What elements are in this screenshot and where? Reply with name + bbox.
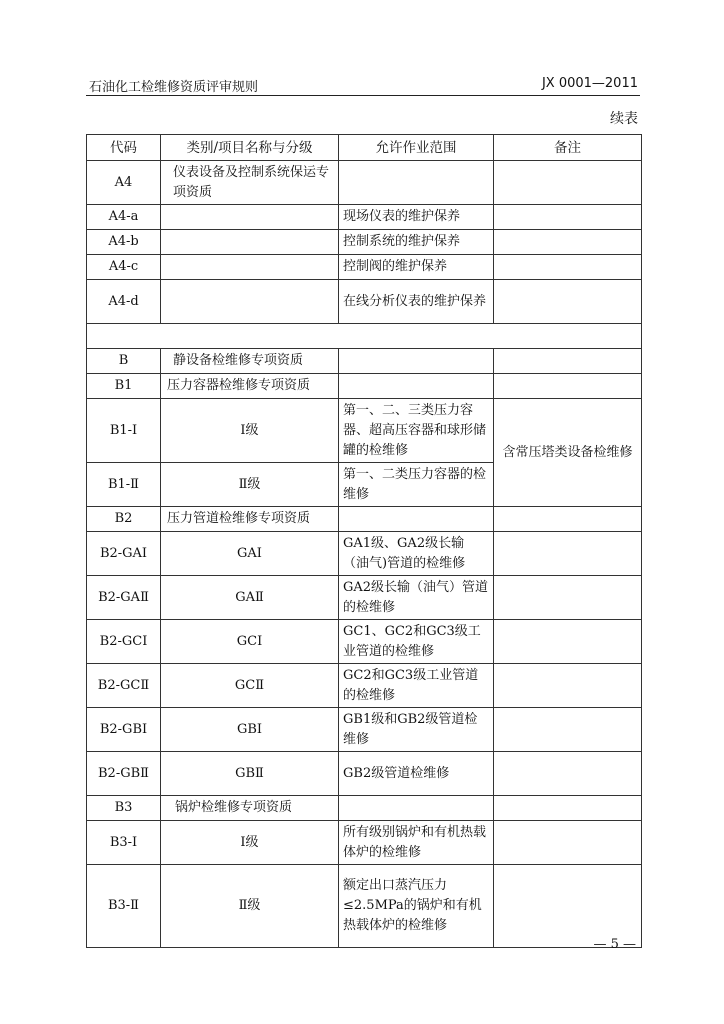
row-name: [161, 205, 339, 230]
row-note: [494, 796, 642, 821]
table-header-row: [87, 135, 642, 161]
row-note: [494, 620, 642, 664]
row-scope: 控制阀的维护保养: [339, 255, 494, 280]
table-row: [87, 205, 642, 230]
table-row: [87, 576, 642, 620]
row-code: B1: [87, 374, 161, 399]
row-note: [494, 255, 642, 280]
row-code: B2-GAⅠ: [87, 532, 161, 576]
row-name: 静设备检维修专项资质: [161, 349, 339, 374]
row-name: GAⅠ: [161, 532, 339, 576]
row-name: 锅炉检维修专项资质: [161, 796, 339, 821]
column-header: 类别/项目名称与分级: [161, 135, 339, 161]
table-row: [87, 349, 642, 374]
running-header-code: JX 0001—2011: [541, 76, 638, 91]
row-note: [494, 752, 642, 796]
table-row: [87, 708, 642, 752]
column-header: 允许作业范围: [339, 135, 494, 161]
row-name: 仪表设备及控制系统保运专项资质: [161, 161, 339, 205]
row-note: [494, 821, 642, 865]
table-row: [87, 664, 642, 708]
row-code: A4-a: [87, 205, 161, 230]
row-name: GBⅡ: [161, 752, 339, 796]
row-code: A4-b: [87, 230, 161, 255]
blank-cell: [87, 324, 642, 349]
page-number: — 5 —: [593, 937, 636, 952]
row-note: [494, 205, 642, 230]
table-row: [87, 280, 642, 324]
row-scope: 额定出口蒸汽压力≤2.5MPa的锅炉和有机热载体炉的检维修: [339, 865, 494, 948]
row-scope: 所有级别锅炉和有机热载体炉的检维修: [339, 821, 494, 865]
row-name: [161, 255, 339, 280]
table-row: [87, 399, 642, 463]
row-code: B2-GBⅡ: [87, 752, 161, 796]
table-row: [87, 752, 642, 796]
continued-label: 续表: [610, 111, 638, 127]
row-code: B1-Ⅰ: [87, 399, 161, 463]
row-scope: [339, 349, 494, 374]
table-row: [87, 161, 642, 205]
row-note: [494, 349, 642, 374]
row-scope: GC1、GC2和GC3级工业管道的检维修: [339, 620, 494, 664]
table-row: [87, 532, 642, 576]
row-note: [494, 230, 642, 255]
row-note: [494, 664, 642, 708]
table-row: [87, 821, 642, 865]
table-row: [87, 796, 642, 821]
row-name: [161, 230, 339, 255]
column-header: 备注: [494, 135, 642, 161]
row-scope: GB2级管道检维修: [339, 752, 494, 796]
row-note: [494, 374, 642, 399]
row-name: GBⅠ: [161, 708, 339, 752]
row-code: B2-GAⅡ: [87, 576, 161, 620]
row-scope: GB1级和GB2级管道检维修: [339, 708, 494, 752]
row-note: [494, 865, 642, 948]
running-header-title: 石油化工检维修资质评审规则: [89, 80, 259, 95]
row-code: A4: [87, 161, 161, 205]
row-scope: 在线分析仪表的维护保养: [339, 280, 494, 324]
row-code: B2: [87, 507, 161, 532]
row-scope: 现场仪表的维护保养: [339, 205, 494, 230]
row-scope: GA2级长输（油气）管道的检维修: [339, 576, 494, 620]
row-name: Ⅰ级: [161, 399, 339, 463]
row-name: 压力容器检维修专项资质: [161, 374, 339, 399]
header-rule: [86, 95, 640, 96]
row-note: [494, 708, 642, 752]
row-note: [494, 507, 642, 532]
row-code: B2-GCⅡ: [87, 664, 161, 708]
table-row: [87, 374, 642, 399]
row-scope: 第一、二、三类压力容器、超高压容器和球形储罐的检维修: [339, 399, 494, 463]
row-scope: 控制系统的维护保养: [339, 230, 494, 255]
row-name: GCⅠ: [161, 620, 339, 664]
row-code: B3-Ⅰ: [87, 821, 161, 865]
row-code: B2-GBⅠ: [87, 708, 161, 752]
row-code: A4-c: [87, 255, 161, 280]
row-scope: GA1级、GA2级长输（油气)管道的检维修: [339, 532, 494, 576]
row-code: B3: [87, 796, 161, 821]
row-name: Ⅱ级: [161, 463, 339, 507]
table-row: [87, 255, 642, 280]
row-note: [494, 280, 642, 324]
row-scope: 第一、二类压力容器的检维修: [339, 463, 494, 507]
row-code: B1-Ⅱ: [87, 463, 161, 507]
row-name: 压力管道检维修专项资质: [161, 507, 339, 532]
row-scope: [339, 507, 494, 532]
row-name: [161, 280, 339, 324]
row-scope: [339, 161, 494, 205]
row-code: B3-Ⅱ: [87, 865, 161, 948]
row-note: [494, 576, 642, 620]
row-name: Ⅱ级: [161, 865, 339, 948]
row-note: [494, 161, 642, 205]
row-note: 含常压塔类设备检维修: [494, 399, 642, 507]
table-row: [87, 507, 642, 532]
table-row: [87, 865, 642, 948]
table-row-blank: [87, 324, 642, 349]
row-scope: [339, 374, 494, 399]
row-scope: [339, 796, 494, 821]
column-header: 代码: [87, 135, 161, 161]
row-name: GAⅡ: [161, 576, 339, 620]
row-scope: GC2和GC3级工业管道的检维修: [339, 664, 494, 708]
row-code: B2-GCⅠ: [87, 620, 161, 664]
row-note: [494, 532, 642, 576]
table-row: [87, 230, 642, 255]
table-row: [87, 620, 642, 664]
row-code: A4-d: [87, 280, 161, 324]
row-name: GCⅡ: [161, 664, 339, 708]
qualification-table: [86, 134, 642, 948]
row-code: B: [87, 349, 161, 374]
row-name: Ⅰ级: [161, 821, 339, 865]
